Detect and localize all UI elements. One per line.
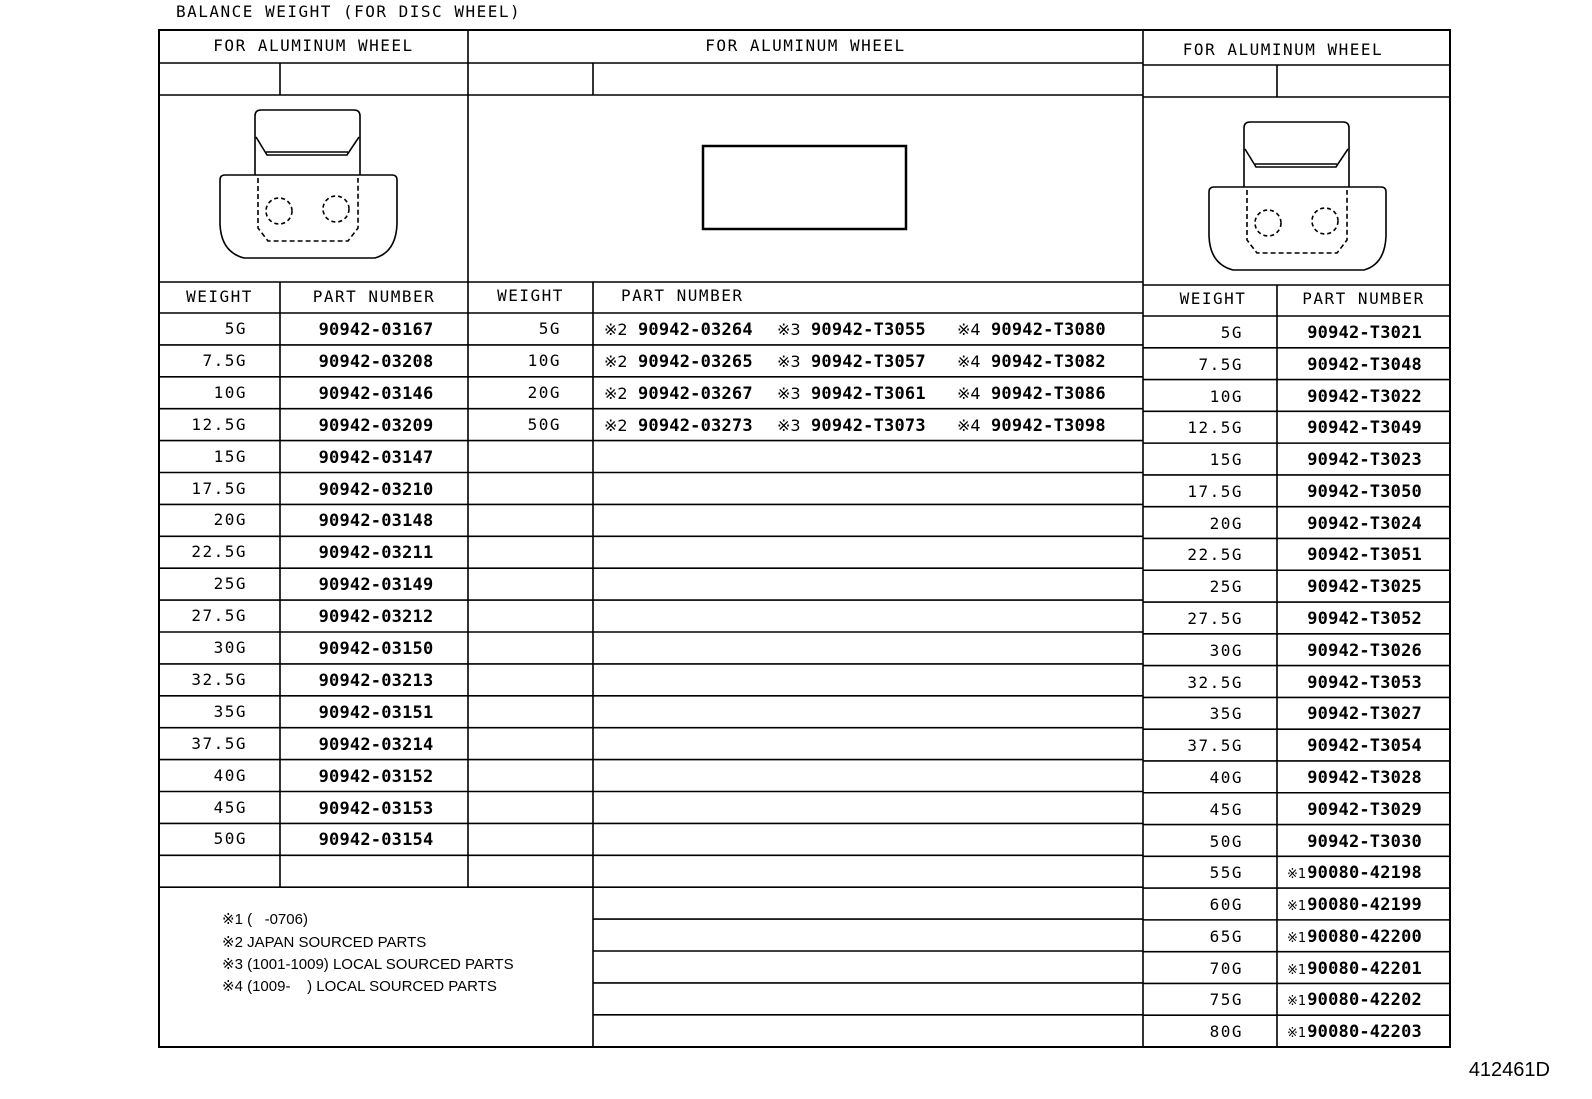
weight-cell: 50G	[213, 829, 247, 849]
weight-cell: 10G	[527, 350, 561, 370]
footnote: ※2 JAPAN SOURCED PARTS	[222, 934, 427, 951]
source-mark: ※1	[1287, 930, 1307, 946]
part-number-entry	[957, 347, 1127, 377]
weight-cell: 20G	[1209, 513, 1243, 533]
part-number: 90942-T3053	[1307, 672, 1422, 693]
section-2-weight-header: WEIGHT	[497, 286, 564, 305]
weight-cell: 20G	[527, 382, 561, 402]
part-number: 90080-42201	[1307, 958, 1422, 979]
part-number-cell: 90942-03212	[318, 607, 434, 628]
weight-cell: 7.5G	[1198, 354, 1243, 374]
part-number: 90942-T3098	[991, 415, 1106, 436]
footnote: ※1 ( -0706)	[222, 911, 308, 928]
part-number-cell: 90942-03154	[318, 830, 434, 851]
document-title: BALANCE WEIGHT (FOR DISC WHEEL)	[176, 2, 522, 21]
figure-id: 412461D	[1468, 1059, 1550, 1081]
weight-cell: 60G	[1209, 895, 1243, 915]
weight-cell: 37.5G	[1187, 736, 1243, 756]
part-number-cell	[1277, 509, 1422, 539]
part-number-entry	[957, 411, 1127, 441]
part-number: 90942-T3028	[1307, 767, 1422, 788]
part-number: 90942-T3030	[1307, 831, 1422, 852]
part-number-cell	[1277, 827, 1422, 857]
weight-cell: 25G	[213, 574, 247, 594]
source-mark: ※1	[1287, 1026, 1307, 1042]
part-number: 90942-T3027	[1307, 704, 1422, 725]
part-number: 90080-42199	[1307, 895, 1422, 916]
part-number-cell	[1277, 572, 1422, 602]
part-number: 90942-03264	[638, 320, 753, 340]
part-number: 90942-T3024	[1307, 513, 1422, 534]
part-number-cell	[1277, 604, 1422, 634]
weight-cell: 45G	[1209, 799, 1243, 819]
weight-cell: 35G	[1209, 704, 1243, 724]
part-number: 90942-T3025	[1307, 577, 1422, 598]
part-number-cell	[1277, 731, 1422, 761]
part-number: 90942-T3023	[1307, 450, 1422, 471]
part-number-cell	[1277, 540, 1422, 570]
source-mark: ※3	[777, 415, 801, 435]
part-number: 90942-T3026	[1307, 640, 1422, 661]
part-number-entry	[604, 411, 774, 441]
weight-cell: 65G	[1209, 926, 1243, 946]
part-number: 90942-T3080	[991, 320, 1106, 340]
weight-cell: 50G	[1209, 831, 1243, 851]
part-number-cell: 90942-03211	[318, 543, 434, 564]
weight-cell: 5G	[538, 319, 561, 338]
part-number: 90942-T3082	[991, 351, 1106, 372]
weight-cell: 5G	[1220, 323, 1243, 342]
weight-cell: 7.5G	[202, 350, 247, 370]
source-mark: ※4	[957, 320, 981, 339]
part-number-cell	[1277, 636, 1422, 666]
part-number-cell: 90942-03214	[318, 734, 434, 755]
source-mark: ※1	[1287, 899, 1307, 915]
weight-cell: 27.5G	[1187, 609, 1243, 629]
weight-cell: 20G	[213, 510, 247, 530]
part-number-cell	[1277, 795, 1422, 825]
part-number: 90942-T3022	[1307, 386, 1422, 407]
source-mark: ※1	[1287, 867, 1307, 883]
section-3-header: FOR ALUMINUM WHEEL	[1182, 40, 1384, 59]
part-number-cell	[1277, 985, 1422, 1015]
weight-cell: 17.5G	[191, 478, 247, 498]
part-number: 90942-T3048	[1307, 354, 1422, 375]
source-mark: ※2	[604, 320, 628, 339]
weight-cell: 15G	[1209, 450, 1243, 470]
part-number-entry	[777, 315, 947, 345]
weight-cell: 17.5G	[1187, 481, 1243, 501]
part-number-cell: 90942-03209	[318, 415, 434, 436]
part-number-cell	[1277, 763, 1422, 793]
section-3-part-header: PART NUMBER	[1302, 289, 1425, 308]
source-mark: ※3	[777, 320, 801, 339]
weight-cell: 10G	[1209, 386, 1243, 406]
part-number-cell	[1277, 922, 1422, 952]
part-number-cell	[1277, 477, 1422, 507]
part-number: 90942-T3021	[1307, 323, 1422, 343]
source-mark: ※4	[957, 415, 981, 435]
part-number: 90080-42203	[1307, 1022, 1422, 1043]
part-number-cell: 90942-03149	[318, 575, 434, 596]
part-number: 90080-42198	[1307, 863, 1422, 884]
part-number-cell: 90942-03167	[318, 320, 434, 340]
part-number: 90942-T3061	[811, 383, 926, 404]
weight-cell: 27.5G	[191, 606, 247, 626]
source-mark: ※2	[604, 383, 628, 403]
part-number-cell: 90942-03150	[318, 639, 434, 659]
part-number-entry	[604, 315, 774, 345]
weight-cell: 10G	[213, 382, 247, 402]
part-number-cell: 90942-03147	[318, 447, 434, 468]
weight-cell: 12.5G	[1187, 418, 1243, 438]
weight-cell: 5G	[224, 319, 247, 338]
part-number: 90080-42200	[1307, 926, 1422, 947]
part-number-entry	[604, 379, 774, 409]
part-number-cell: 90942-03148	[318, 511, 434, 532]
part-number-entry	[604, 347, 774, 377]
source-mark: ※4	[957, 351, 981, 371]
section-3-weight-header: WEIGHT	[1179, 289, 1247, 308]
section-1-weight-header: WEIGHT	[186, 287, 253, 306]
part-number: 90942-T3073	[811, 415, 926, 436]
section-1-part-header: PART NUMBER	[312, 287, 436, 306]
weight-cell: 37.5G	[191, 733, 247, 753]
weight-cell: 12.5G	[191, 414, 247, 434]
weight-cell: 40G	[213, 765, 247, 785]
part-number: 90942-T3051	[1307, 545, 1422, 566]
part-number: 90942-T3050	[1307, 481, 1422, 502]
part-number-cell	[1277, 413, 1422, 443]
weight-cell: 55G	[1209, 863, 1243, 883]
part-number-cell: 90942-03208	[318, 351, 434, 372]
part-number-cell	[1277, 318, 1422, 348]
weight-cell: 70G	[1209, 958, 1243, 978]
part-number-entry	[957, 315, 1127, 345]
weight-cell: 32.5G	[1187, 672, 1243, 692]
weight-cell: 80G	[1209, 1022, 1243, 1042]
part-number: 90942-T3054	[1307, 736, 1422, 757]
part-number-cell: 90942-03152	[318, 766, 434, 787]
source-mark: ※1	[1287, 994, 1307, 1010]
source-mark: ※2	[604, 351, 628, 371]
part-number: 90942-03265	[638, 351, 753, 372]
footnote: ※4 (1009- ) LOCAL SOURCED PARTS	[222, 978, 497, 995]
part-number-cell	[1277, 668, 1422, 698]
source-mark: ※3	[777, 351, 801, 371]
part-number-cell: 90942-03213	[318, 670, 434, 691]
part-number-cell	[1277, 445, 1422, 475]
part-number-entry	[777, 411, 947, 441]
source-mark: ※3	[777, 383, 801, 403]
section-2-header: FOR ALUMINUM WHEEL	[705, 36, 906, 55]
part-number-cell: 90942-03210	[318, 479, 434, 500]
source-mark: ※4	[957, 383, 981, 403]
part-number-cell	[1277, 382, 1422, 412]
part-number-cell: 90942-03151	[318, 702, 434, 723]
part-number-cell	[1277, 350, 1422, 380]
part-number-cell: 90942-03153	[318, 798, 434, 819]
part-number-entry	[777, 347, 947, 377]
source-mark: ※2	[604, 415, 628, 435]
weight-cell: 75G	[1209, 990, 1243, 1010]
weight-cell: 32.5G	[191, 669, 247, 689]
source-mark: ※1	[1287, 962, 1307, 978]
part-number: 90942-T3049	[1307, 418, 1422, 439]
weight-cell: 45G	[213, 797, 247, 817]
part-number-cell	[1277, 954, 1422, 984]
part-number-cell	[1277, 890, 1422, 920]
part-number-cell: 90942-03146	[318, 383, 434, 404]
weight-cell: 30G	[1209, 640, 1243, 660]
weight-cell: 30G	[213, 638, 247, 657]
weight-cell: 25G	[1209, 577, 1243, 597]
weight-cell: 40G	[1209, 767, 1243, 787]
part-number: 90942-T3029	[1307, 799, 1422, 820]
part-number: 90080-42202	[1307, 990, 1422, 1011]
part-number: 90942-03273	[638, 415, 753, 436]
part-number-cell	[1277, 1017, 1422, 1047]
weight-cell: 22.5G	[191, 542, 247, 562]
part-number-cell	[1277, 858, 1422, 888]
weight-cell: 35G	[213, 701, 247, 721]
part-number: 90942-03267	[638, 383, 753, 404]
section-1-header: FOR ALUMINUM WHEEL	[213, 36, 414, 55]
part-number: 90942-T3086	[991, 383, 1106, 404]
weight-cell: 15G	[213, 446, 247, 466]
part-number-cell	[1277, 699, 1422, 729]
part-number-entry	[957, 379, 1127, 409]
part-number-entry	[777, 379, 947, 409]
weight-cell: 22.5G	[1187, 545, 1243, 565]
section-2-part-header: PART NUMBER	[621, 286, 744, 305]
footnote: ※3 (1001-1009) LOCAL SOURCED PARTS	[222, 956, 514, 973]
part-number: 90942-T3057	[811, 351, 926, 372]
weight-cell: 50G	[527, 414, 561, 434]
part-number: 90942-T3052	[1307, 609, 1422, 630]
part-number: 90942-T3055	[811, 320, 926, 340]
